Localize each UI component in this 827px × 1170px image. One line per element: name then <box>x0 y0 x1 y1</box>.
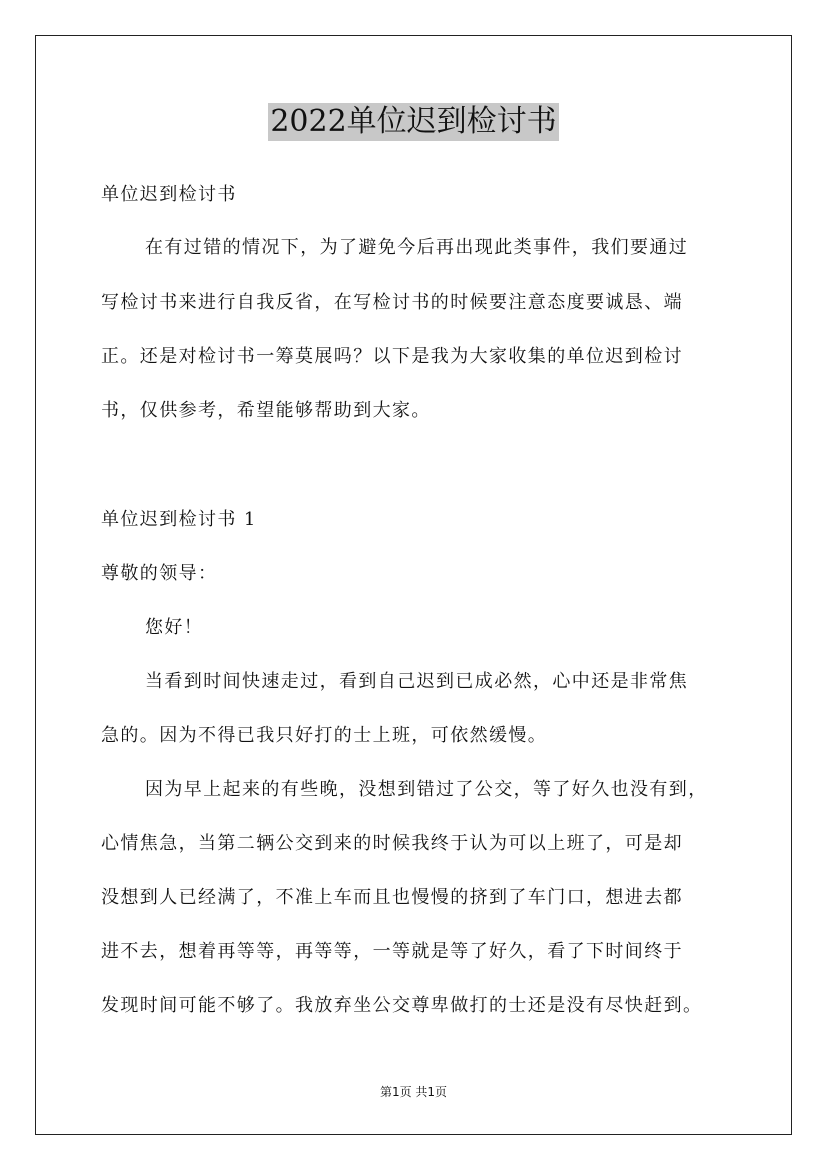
page-number: 第1页 共1页 <box>379 1085 448 1099</box>
title-container <box>0 103 827 141</box>
body-line-7: 发现时间可能不够了。我放弃坐公交尊卑做打的士还是没有尽快赶到。 <box>101 995 703 1016</box>
body-line-6: 进不去，想着再等等，再等等，一等就是等了好久，看了下时间终于 <box>101 941 683 962</box>
body-line-2: 急的。因为不得已我只好打的士上班，可依然缓慢。 <box>101 725 548 746</box>
body-line-1: 当看到时间快速走过，看到自己迟到已成必然，心中还是非常焦 <box>145 671 689 692</box>
intro-line-3: 正。还是对检讨书一筹莫展吗？以下是我为大家收集的单位迟到检讨 <box>101 346 683 367</box>
intro-line-4: 书，仅供参考，希望能够帮助到大家。 <box>101 400 431 421</box>
body-line-3: 因为早上起来的有些晚，没想到错过了公交，等了好久也没有到， <box>145 779 708 800</box>
greeting: 您好！ <box>145 617 204 638</box>
intro-line-1: 在有过错的情况下，为了避免今后再出现此类事件，我们要通过 <box>145 237 689 258</box>
document-title: 2022单位迟到检讨书 <box>270 104 557 139</box>
salutation: 尊敬的领导： <box>101 563 218 584</box>
section-heading: 单位迟到检讨书 1 <box>101 509 257 530</box>
body-line-4: 心情焦急，当第二辆公交到来的时候我终于认为可以上班了，可是却 <box>101 833 683 854</box>
body-line-5: 没想到人已经满了，不准上车而且也慢慢的挤到了车门口，想进去都 <box>101 887 683 908</box>
doc-heading: 单位迟到检讨书 <box>101 184 237 205</box>
intro-line-2: 写检讨书来进行自我反省，在写检讨书的时候要注意态度要诚恳、端 <box>101 292 683 313</box>
